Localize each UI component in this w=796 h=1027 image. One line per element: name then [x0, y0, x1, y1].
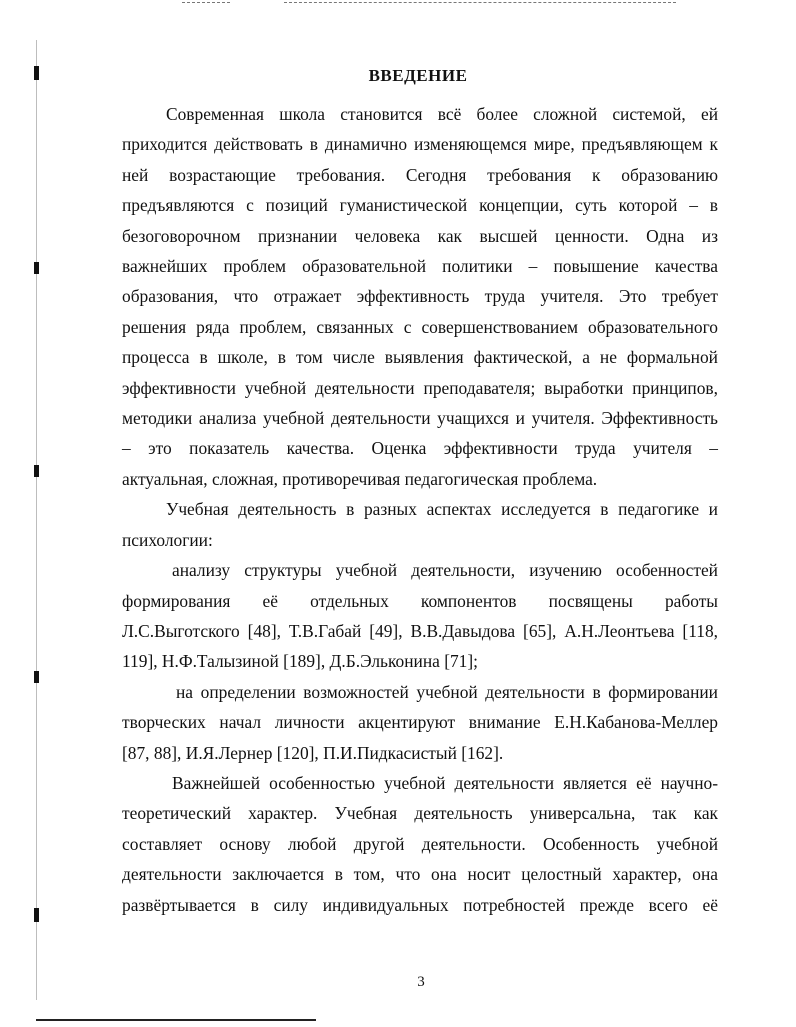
text-line: актуальная, сложная, противоречивая педагогическая проблема.	[122, 468, 598, 489]
body-text	[122, 99, 718, 920]
text-line: психологии:	[122, 529, 213, 550]
text-line: образования, что отражает эффективность труда учителя. Это требует	[122, 286, 718, 307]
scan-artifact-edge-mark	[34, 262, 39, 274]
text-line: деятельности заключается в том, что она носит целостный характер, она	[122, 864, 718, 885]
text-line: ней возрастающие требования. Сегодня требования к образованию	[122, 164, 718, 185]
paragraph-learning-activity	[122, 494, 718, 555]
page-number: 3	[417, 974, 425, 990]
text-line: теоретический характер. Учебная деятельность универсальна, так как	[122, 803, 718, 824]
text-line: решения ряда проблем, связанных с совершенствованием образовательного	[122, 316, 718, 337]
scan-artifact-bottom-line	[36, 1019, 316, 1021]
text-line: Важнейшей особенностью учебной деятельности является её научно-	[172, 772, 718, 793]
text-line: развёртывается в силу индивидуальных потребностей прежде всего её	[122, 894, 718, 915]
text-line: составляет основу любой другой деятельности. Особенность учебной	[122, 833, 718, 854]
text-line: – это показатель качества. Оценка эффективности труда учителя –	[122, 438, 718, 459]
paragraph-key-feature	[122, 768, 718, 920]
text-line: Л.С.Выготского [48], Т.В.Габай [49], В.В.Давыдова [65], А.Н.Леонтьева [118,	[122, 620, 718, 641]
text-line: на определении возможностей учебной деятельности в формировании	[176, 681, 718, 702]
text-line: методики анализа учебной деятельности учащихся и учителя. Эффективность	[122, 408, 718, 429]
page-title: ВВЕДЕНИЕ	[368, 66, 468, 85]
text-line: формирования её отдельных компонентов посвящены работы	[122, 590, 718, 611]
text-line: приходится действовать в динамично изменяющемся мире, предъявляющем к	[122, 134, 718, 155]
paragraph-creative-potential	[122, 677, 718, 768]
text-line: Современная школа становится всё более сложной системой, ей	[166, 104, 718, 124]
text-line: творческих начал личности акцентируют внимание Е.Н.Кабанова-Меллер	[122, 712, 718, 733]
text-line: безоговорочном признании человека как высшей ценности. Одна из	[122, 225, 718, 246]
text-line: Учебная деятельность в разных аспектах исследуется в педагогике и	[166, 499, 718, 520]
text-line: 119], Н.Ф.Талызиной [189], Д.Б.Эльконина [71];	[122, 651, 478, 672]
scan-artifact-top-left	[182, 2, 230, 3]
scan-artifact-top-right	[284, 2, 676, 3]
scan-artifact-left-edge	[36, 40, 37, 1000]
text-line: процесса в школе, в том числе выявления фактической, а не формальной	[122, 347, 718, 368]
paragraph-intro	[122, 99, 718, 494]
text-line: эффективности учебной деятельности преподавателя; выработки принципов,	[122, 377, 718, 398]
scan-artifact-edge-mark	[34, 671, 39, 683]
scan-artifact-edge-mark	[34, 465, 39, 477]
text-line: важнейших проблем образовательной политики – повышение качества	[122, 256, 718, 277]
text-line: предъявляются с позиций гуманистической концепции, суть которой – в	[122, 195, 718, 216]
scan-artifact-edge-mark	[34, 908, 39, 922]
text-line: анализу структуры учебной деятельности, изучению особенностей	[172, 560, 718, 581]
text-line: [87, 88], И.Я.Лернер [120], П.И.Пидкасистый [162].	[122, 742, 504, 763]
paragraph-structure-analysis	[122, 555, 718, 677]
